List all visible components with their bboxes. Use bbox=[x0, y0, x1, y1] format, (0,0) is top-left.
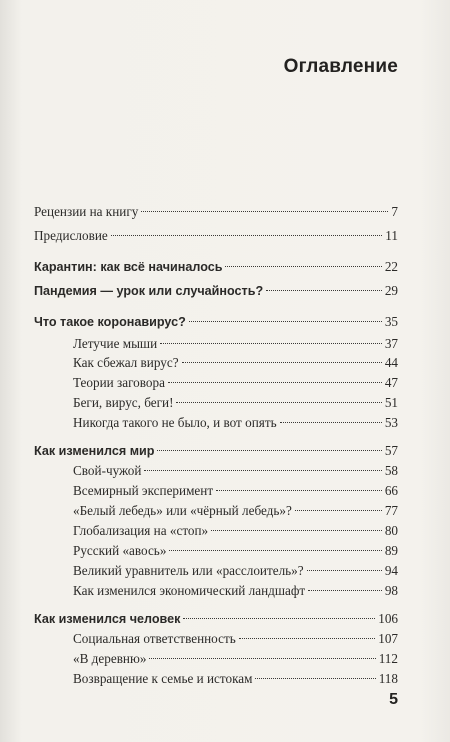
toc-entry-label: Возвращение к семье и истокам bbox=[73, 671, 253, 686]
toc-subentry bbox=[73, 522, 398, 539]
toc-entry-label: Рецензии на книгу bbox=[34, 204, 139, 219]
dot-leader bbox=[169, 550, 381, 551]
toc-entry-label: «В деревню» bbox=[73, 651, 147, 666]
toc-subentry bbox=[73, 630, 398, 647]
toc-entry-page: 106 bbox=[378, 611, 398, 626]
toc-subentry bbox=[73, 482, 398, 499]
dot-leader bbox=[141, 211, 388, 212]
toc-subentry bbox=[73, 374, 398, 391]
dot-leader bbox=[111, 235, 383, 236]
toc-entry-label: Теории заговора bbox=[73, 375, 165, 390]
toc-entry bbox=[34, 203, 398, 220]
toc-entry-label: Русский «авось» bbox=[73, 543, 167, 558]
toc-entry-label: Свой-чужой bbox=[73, 463, 142, 478]
toc-subentry bbox=[73, 354, 398, 371]
toc-entry-label: Как изменился человек bbox=[34, 612, 181, 626]
toc-entry-page: 57 bbox=[384, 443, 398, 458]
dot-leader bbox=[308, 590, 382, 591]
toc-entry-page: 47 bbox=[384, 375, 398, 390]
toc-entry-page: 53 bbox=[384, 415, 398, 430]
toc-entry-label: Всемирный эксперимент bbox=[73, 483, 214, 498]
toc-entry-label: Как сбежал вирус? bbox=[73, 355, 179, 370]
dot-leader bbox=[280, 422, 382, 423]
toc-entry-label: Что такое коронавирус? bbox=[34, 315, 186, 329]
dot-leader bbox=[216, 490, 382, 491]
toc-entry bbox=[34, 282, 398, 300]
toc-entry bbox=[34, 258, 398, 276]
dot-leader bbox=[307, 570, 382, 571]
toc-entry bbox=[34, 227, 398, 244]
toc-entry-label: Социальная ответственность bbox=[73, 631, 236, 646]
toc-entry-label: «Белый лебедь» или «чёрный лебедь»? bbox=[73, 503, 292, 518]
toc-entry-label: Летучие мыши bbox=[73, 336, 158, 351]
dot-leader bbox=[176, 402, 381, 403]
toc-entry-page: 66 bbox=[384, 483, 398, 498]
toc-entry bbox=[34, 442, 398, 460]
toc-entry-page: 35 bbox=[384, 314, 398, 329]
toc-entry bbox=[34, 610, 398, 628]
toc-subentry bbox=[73, 670, 398, 687]
toc-entry-page: 107 bbox=[378, 631, 398, 646]
dot-leader bbox=[160, 343, 382, 344]
toc-subentry bbox=[73, 462, 398, 479]
toc-entry bbox=[34, 313, 398, 331]
dot-leader bbox=[211, 530, 382, 531]
toc-entry-page: 98 bbox=[384, 583, 398, 598]
toc-subentry bbox=[73, 394, 398, 411]
page-number: 5 bbox=[389, 691, 398, 708]
toc-subentry bbox=[73, 562, 398, 579]
dot-leader bbox=[149, 658, 375, 659]
toc-entry-page: 58 bbox=[384, 463, 398, 478]
toc-entry-label: Великий уравнитель или «расслоитель»? bbox=[73, 563, 304, 578]
toc-entry-label: Карантин: как всё начиналось bbox=[34, 260, 223, 274]
toc-subentry bbox=[73, 650, 398, 667]
toc-entry-page: 94 bbox=[384, 563, 398, 578]
toc-entry-label: Глобализация на «стоп» bbox=[73, 523, 209, 538]
toc-entry-page: 77 bbox=[384, 503, 398, 518]
toc-entry-page: 29 bbox=[384, 283, 398, 298]
dot-leader bbox=[239, 638, 375, 639]
toc-entry-page: 37 bbox=[384, 336, 398, 351]
dot-leader bbox=[182, 362, 382, 363]
toc-entry-label: Предисловие bbox=[34, 228, 108, 243]
toc-entry-page: 112 bbox=[378, 651, 398, 666]
dot-leader bbox=[183, 618, 375, 619]
toc-entry-page: 11 bbox=[385, 228, 398, 243]
toc-entry-label: Как изменился мир bbox=[34, 444, 155, 458]
toc-subentry bbox=[73, 502, 398, 519]
toc-entry-page: 51 bbox=[384, 395, 398, 410]
dot-leader bbox=[144, 470, 381, 471]
toc-subentry bbox=[73, 582, 398, 599]
toc-entry-label: Беги, вирус, беги! bbox=[73, 395, 174, 410]
toc-entry-page: 89 bbox=[384, 543, 398, 558]
dot-leader bbox=[295, 510, 382, 511]
toc-title: Оглавление bbox=[283, 56, 398, 77]
toc-entry-page: 118 bbox=[378, 671, 398, 686]
toc-subentry bbox=[73, 542, 398, 559]
toc-entry-label: Пандемия — урок или случайность? bbox=[34, 284, 264, 298]
dot-leader bbox=[255, 678, 375, 679]
dot-leader bbox=[266, 290, 382, 291]
toc-subentry bbox=[73, 335, 398, 352]
toc-entry-page: 44 bbox=[384, 355, 398, 370]
toc-entry-label: Как изменился экономический ландшафт bbox=[73, 583, 306, 598]
toc-entry-page: 80 bbox=[384, 523, 398, 538]
toc-entry-label: Никогда такого не было, и вот опять bbox=[73, 415, 277, 430]
toc-subentry bbox=[73, 414, 398, 431]
toc-entry-page: 22 bbox=[384, 259, 398, 274]
dot-leader bbox=[157, 450, 381, 451]
dot-leader bbox=[168, 382, 382, 383]
toc-entry-page: 7 bbox=[391, 204, 398, 219]
dot-leader bbox=[189, 321, 382, 322]
dot-leader bbox=[225, 266, 381, 267]
